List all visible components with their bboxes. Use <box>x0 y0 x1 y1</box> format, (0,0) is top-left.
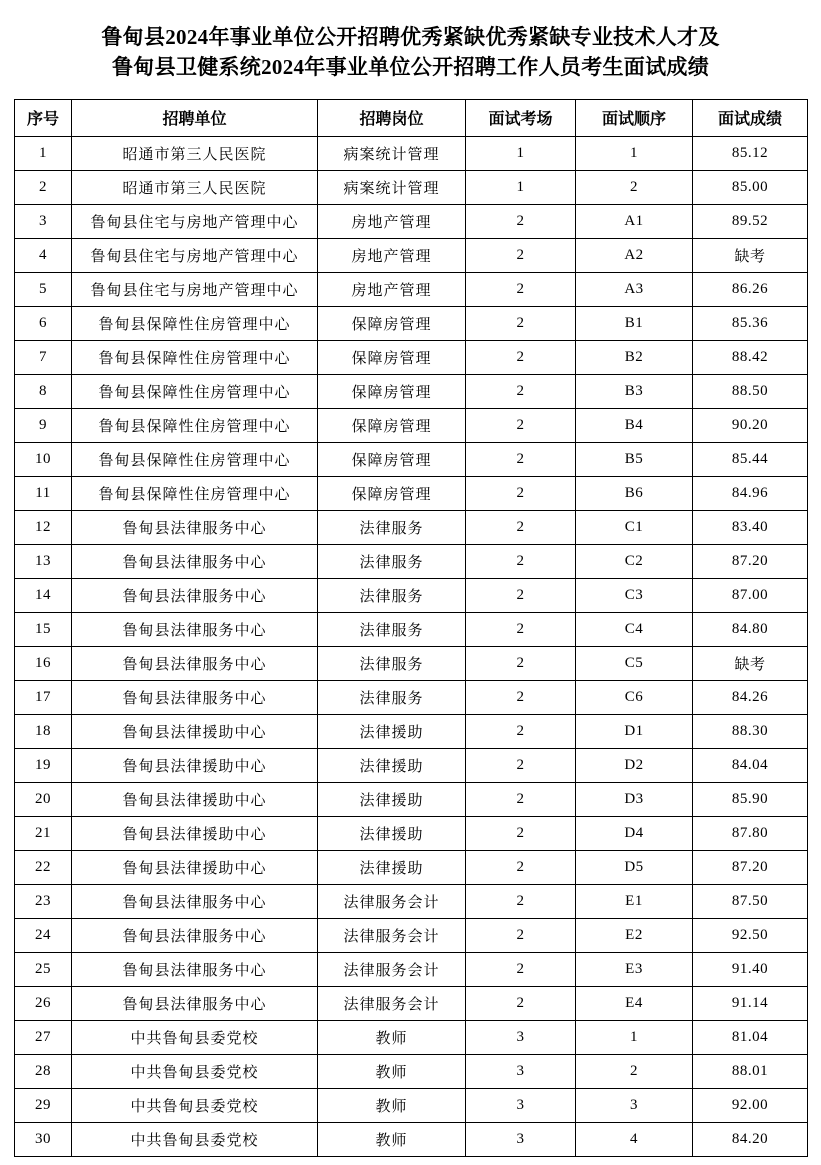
cell-order: 1 <box>576 136 693 170</box>
cell-room: 2 <box>466 680 576 714</box>
cell-unit: 鲁甸县法律服务中心 <box>72 680 318 714</box>
column-header-order: 面试顺序 <box>576 99 693 136</box>
cell-order: A1 <box>576 204 693 238</box>
cell-room: 3 <box>466 1020 576 1054</box>
cell-index: 13 <box>15 544 72 578</box>
table-row <box>15 204 808 238</box>
table-row <box>15 884 808 918</box>
cell-post: 房地产管理 <box>318 238 466 272</box>
cell-post: 保障房管理 <box>318 476 466 510</box>
table-row <box>15 578 808 612</box>
cell-unit: 中共鲁甸县委党校 <box>72 1122 318 1156</box>
cell-index: 17 <box>15 680 72 714</box>
cell-unit: 鲁甸县保障性住房管理中心 <box>72 340 318 374</box>
cell-score: 88.50 <box>693 374 808 408</box>
cell-room: 2 <box>466 272 576 306</box>
cell-order: B1 <box>576 306 693 340</box>
cell-unit: 鲁甸县法律服务中心 <box>72 952 318 986</box>
cell-room: 2 <box>466 782 576 816</box>
cell-score: 84.26 <box>693 680 808 714</box>
cell-post: 法律服务会计 <box>318 884 466 918</box>
cell-room: 2 <box>466 204 576 238</box>
table-row <box>15 1054 808 1088</box>
cell-room: 3 <box>466 1054 576 1088</box>
cell-score: 87.20 <box>693 544 808 578</box>
cell-index: 6 <box>15 306 72 340</box>
cell-post: 法律服务 <box>318 578 466 612</box>
cell-order: A2 <box>576 238 693 272</box>
cell-room: 3 <box>466 1088 576 1122</box>
cell-index: 14 <box>15 578 72 612</box>
cell-order: E3 <box>576 952 693 986</box>
cell-index: 30 <box>15 1122 72 1156</box>
cell-index: 23 <box>15 884 72 918</box>
cell-room: 2 <box>466 714 576 748</box>
cell-unit: 鲁甸县法律援助中心 <box>72 816 318 850</box>
cell-index: 21 <box>15 816 72 850</box>
cell-room: 1 <box>466 170 576 204</box>
interview-scores-table <box>14 99 808 1157</box>
cell-index: 11 <box>15 476 72 510</box>
table-row <box>15 408 808 442</box>
table-row <box>15 272 808 306</box>
cell-unit: 鲁甸县保障性住房管理中心 <box>72 408 318 442</box>
cell-unit: 昭通市第三人民医院 <box>72 170 318 204</box>
cell-index: 8 <box>15 374 72 408</box>
cell-unit: 鲁甸县法律服务中心 <box>72 544 318 578</box>
column-header-score: 面试成绩 <box>693 99 808 136</box>
cell-unit: 鲁甸县法律服务中心 <box>72 884 318 918</box>
cell-index: 18 <box>15 714 72 748</box>
table-row <box>15 306 808 340</box>
cell-order: C2 <box>576 544 693 578</box>
cell-order: C4 <box>576 612 693 646</box>
cell-unit: 鲁甸县法律援助中心 <box>72 782 318 816</box>
cell-unit: 鲁甸县保障性住房管理中心 <box>72 476 318 510</box>
cell-unit: 鲁甸县住宅与房地产管理中心 <box>72 238 318 272</box>
cell-score: 85.36 <box>693 306 808 340</box>
cell-score: 88.30 <box>693 714 808 748</box>
table-header-row <box>15 99 808 136</box>
table-row <box>15 816 808 850</box>
cell-room: 2 <box>466 238 576 272</box>
table-row <box>15 374 808 408</box>
cell-score: 85.44 <box>693 442 808 476</box>
table-body <box>15 136 808 1156</box>
cell-score: 87.80 <box>693 816 808 850</box>
table-row <box>15 476 808 510</box>
cell-post: 保障房管理 <box>318 374 466 408</box>
page-title-line-1: 鲁甸县2024年事业单位公开招聘优秀紧缺优秀紧缺专业技术人才及 <box>101 25 720 49</box>
cell-index: 15 <box>15 612 72 646</box>
cell-unit: 鲁甸县法律服务中心 <box>72 578 318 612</box>
cell-order: D1 <box>576 714 693 748</box>
cell-unit: 中共鲁甸县委党校 <box>72 1088 318 1122</box>
cell-post: 法律援助 <box>318 816 466 850</box>
cell-unit: 鲁甸县法律援助中心 <box>72 714 318 748</box>
cell-score: 90.20 <box>693 408 808 442</box>
table-row <box>15 340 808 374</box>
cell-post: 病案统计管理 <box>318 170 466 204</box>
cell-room: 2 <box>466 340 576 374</box>
cell-post: 教师 <box>318 1054 466 1088</box>
cell-unit: 鲁甸县法律援助中心 <box>72 850 318 884</box>
table-row <box>15 918 808 952</box>
cell-index: 12 <box>15 510 72 544</box>
cell-score: 85.00 <box>693 170 808 204</box>
cell-order: 3 <box>576 1088 693 1122</box>
cell-room: 2 <box>466 748 576 782</box>
cell-order: C3 <box>576 578 693 612</box>
cell-post: 法律服务 <box>318 680 466 714</box>
cell-order: 4 <box>576 1122 693 1156</box>
cell-score: 86.26 <box>693 272 808 306</box>
cell-unit: 中共鲁甸县委党校 <box>72 1020 318 1054</box>
table-header <box>15 99 808 136</box>
cell-post: 保障房管理 <box>318 408 466 442</box>
cell-order: A3 <box>576 272 693 306</box>
cell-index: 22 <box>15 850 72 884</box>
cell-index: 7 <box>15 340 72 374</box>
cell-unit: 鲁甸县法律服务中心 <box>72 986 318 1020</box>
cell-score: 88.42 <box>693 340 808 374</box>
cell-order: 2 <box>576 170 693 204</box>
cell-order: C1 <box>576 510 693 544</box>
cell-post: 法律服务 <box>318 612 466 646</box>
cell-room: 2 <box>466 476 576 510</box>
cell-index: 20 <box>15 782 72 816</box>
column-header-room: 面试考场 <box>466 99 576 136</box>
cell-index: 26 <box>15 986 72 1020</box>
cell-room: 2 <box>466 374 576 408</box>
cell-post: 教师 <box>318 1088 466 1122</box>
table-row <box>15 510 808 544</box>
cell-index: 16 <box>15 646 72 680</box>
cell-room: 2 <box>466 510 576 544</box>
cell-order: E2 <box>576 918 693 952</box>
cell-room: 2 <box>466 306 576 340</box>
cell-order: D3 <box>576 782 693 816</box>
cell-unit: 鲁甸县法律服务中心 <box>72 612 318 646</box>
page-title-line-2: 鲁甸县卫健系统2024年事业单位公开招聘工作人员考生面试成绩 <box>112 55 709 80</box>
cell-order: C6 <box>576 680 693 714</box>
cell-room: 1 <box>466 136 576 170</box>
cell-unit: 鲁甸县法律援助中心 <box>72 748 318 782</box>
table-row <box>15 238 808 272</box>
cell-index: 27 <box>15 1020 72 1054</box>
cell-room: 3 <box>466 1122 576 1156</box>
table-row <box>15 714 808 748</box>
cell-score: 84.96 <box>693 476 808 510</box>
table-row <box>15 442 808 476</box>
cell-post: 法律援助 <box>318 748 466 782</box>
cell-room: 2 <box>466 952 576 986</box>
cell-room: 2 <box>466 816 576 850</box>
cell-order: B3 <box>576 374 693 408</box>
column-header-index: 序号 <box>15 99 72 136</box>
cell-post: 法律服务会计 <box>318 986 466 1020</box>
cell-score: 85.12 <box>693 136 808 170</box>
cell-score: 81.04 <box>693 1020 808 1054</box>
cell-score: 84.20 <box>693 1122 808 1156</box>
cell-room: 2 <box>466 612 576 646</box>
cell-post: 房地产管理 <box>318 272 466 306</box>
cell-post: 法律援助 <box>318 850 466 884</box>
table-row <box>15 748 808 782</box>
cell-score: 91.14 <box>693 986 808 1020</box>
cell-score: 87.20 <box>693 850 808 884</box>
cell-order: E4 <box>576 986 693 1020</box>
cell-post: 法律服务会计 <box>318 918 466 952</box>
table-row <box>15 986 808 1020</box>
table-row <box>15 952 808 986</box>
cell-post: 法律服务 <box>318 544 466 578</box>
cell-index: 5 <box>15 272 72 306</box>
cell-order: B4 <box>576 408 693 442</box>
table-row <box>15 782 808 816</box>
cell-unit: 鲁甸县保障性住房管理中心 <box>72 442 318 476</box>
cell-score: 83.40 <box>693 510 808 544</box>
cell-order: D2 <box>576 748 693 782</box>
cell-order: 2 <box>576 1054 693 1088</box>
cell-unit: 昭通市第三人民医院 <box>72 136 318 170</box>
cell-index: 4 <box>15 238 72 272</box>
table-row <box>15 1122 808 1156</box>
cell-unit: 鲁甸县住宅与房地产管理中心 <box>72 272 318 306</box>
cell-score: 缺考 <box>693 238 808 272</box>
cell-order: D4 <box>576 816 693 850</box>
cell-post: 教师 <box>318 1122 466 1156</box>
cell-score: 84.04 <box>693 748 808 782</box>
cell-order: E1 <box>576 884 693 918</box>
cell-post: 病案统计管理 <box>318 136 466 170</box>
cell-room: 2 <box>466 884 576 918</box>
cell-room: 2 <box>466 986 576 1020</box>
column-header-post: 招聘岗位 <box>318 99 466 136</box>
cell-room: 2 <box>466 646 576 680</box>
cell-room: 2 <box>466 544 576 578</box>
cell-index: 25 <box>15 952 72 986</box>
cell-score: 84.80 <box>693 612 808 646</box>
cell-index: 19 <box>15 748 72 782</box>
cell-index: 3 <box>15 204 72 238</box>
cell-room: 2 <box>466 408 576 442</box>
cell-score: 88.01 <box>693 1054 808 1088</box>
cell-unit: 鲁甸县保障性住房管理中心 <box>72 374 318 408</box>
cell-order: B2 <box>576 340 693 374</box>
cell-post: 法律援助 <box>318 714 466 748</box>
cell-post: 法律服务 <box>318 646 466 680</box>
table-row <box>15 1088 808 1122</box>
cell-room: 2 <box>466 442 576 476</box>
column-header-unit: 招聘单位 <box>72 99 318 136</box>
cell-score: 92.50 <box>693 918 808 952</box>
cell-score: 87.50 <box>693 884 808 918</box>
cell-room: 2 <box>466 918 576 952</box>
cell-index: 28 <box>15 1054 72 1088</box>
cell-order: 1 <box>576 1020 693 1054</box>
cell-index: 29 <box>15 1088 72 1122</box>
table-row <box>15 612 808 646</box>
cell-order: D5 <box>576 850 693 884</box>
cell-score: 85.90 <box>693 782 808 816</box>
cell-unit: 鲁甸县住宅与房地产管理中心 <box>72 204 318 238</box>
table-row <box>15 1020 808 1054</box>
cell-room: 2 <box>466 578 576 612</box>
cell-index: 2 <box>15 170 72 204</box>
cell-order: C5 <box>576 646 693 680</box>
cell-post: 保障房管理 <box>318 340 466 374</box>
table-row <box>15 136 808 170</box>
cell-unit: 鲁甸县保障性住房管理中心 <box>72 306 318 340</box>
cell-post: 法律援助 <box>318 782 466 816</box>
cell-score: 89.52 <box>693 204 808 238</box>
cell-score: 91.40 <box>693 952 808 986</box>
cell-post: 教师 <box>318 1020 466 1054</box>
cell-score: 缺考 <box>693 646 808 680</box>
cell-unit: 中共鲁甸县委党校 <box>72 1054 318 1088</box>
cell-index: 1 <box>15 136 72 170</box>
cell-post: 保障房管理 <box>318 306 466 340</box>
table-row <box>15 544 808 578</box>
cell-order: B5 <box>576 442 693 476</box>
table-row <box>15 170 808 204</box>
cell-unit: 鲁甸县法律服务中心 <box>72 510 318 544</box>
table-row <box>15 680 808 714</box>
cell-unit: 鲁甸县法律服务中心 <box>72 646 318 680</box>
cell-room: 2 <box>466 850 576 884</box>
cell-score: 92.00 <box>693 1088 808 1122</box>
cell-index: 9 <box>15 408 72 442</box>
cell-index: 24 <box>15 918 72 952</box>
table-row <box>15 646 808 680</box>
cell-post: 保障房管理 <box>318 442 466 476</box>
page-title <box>14 22 807 83</box>
table-row <box>15 850 808 884</box>
cell-index: 10 <box>15 442 72 476</box>
cell-post: 房地产管理 <box>318 204 466 238</box>
cell-unit: 鲁甸县法律服务中心 <box>72 918 318 952</box>
cell-post: 法律服务会计 <box>318 952 466 986</box>
cell-score: 87.00 <box>693 578 808 612</box>
cell-post: 法律服务 <box>318 510 466 544</box>
cell-order: B6 <box>576 476 693 510</box>
